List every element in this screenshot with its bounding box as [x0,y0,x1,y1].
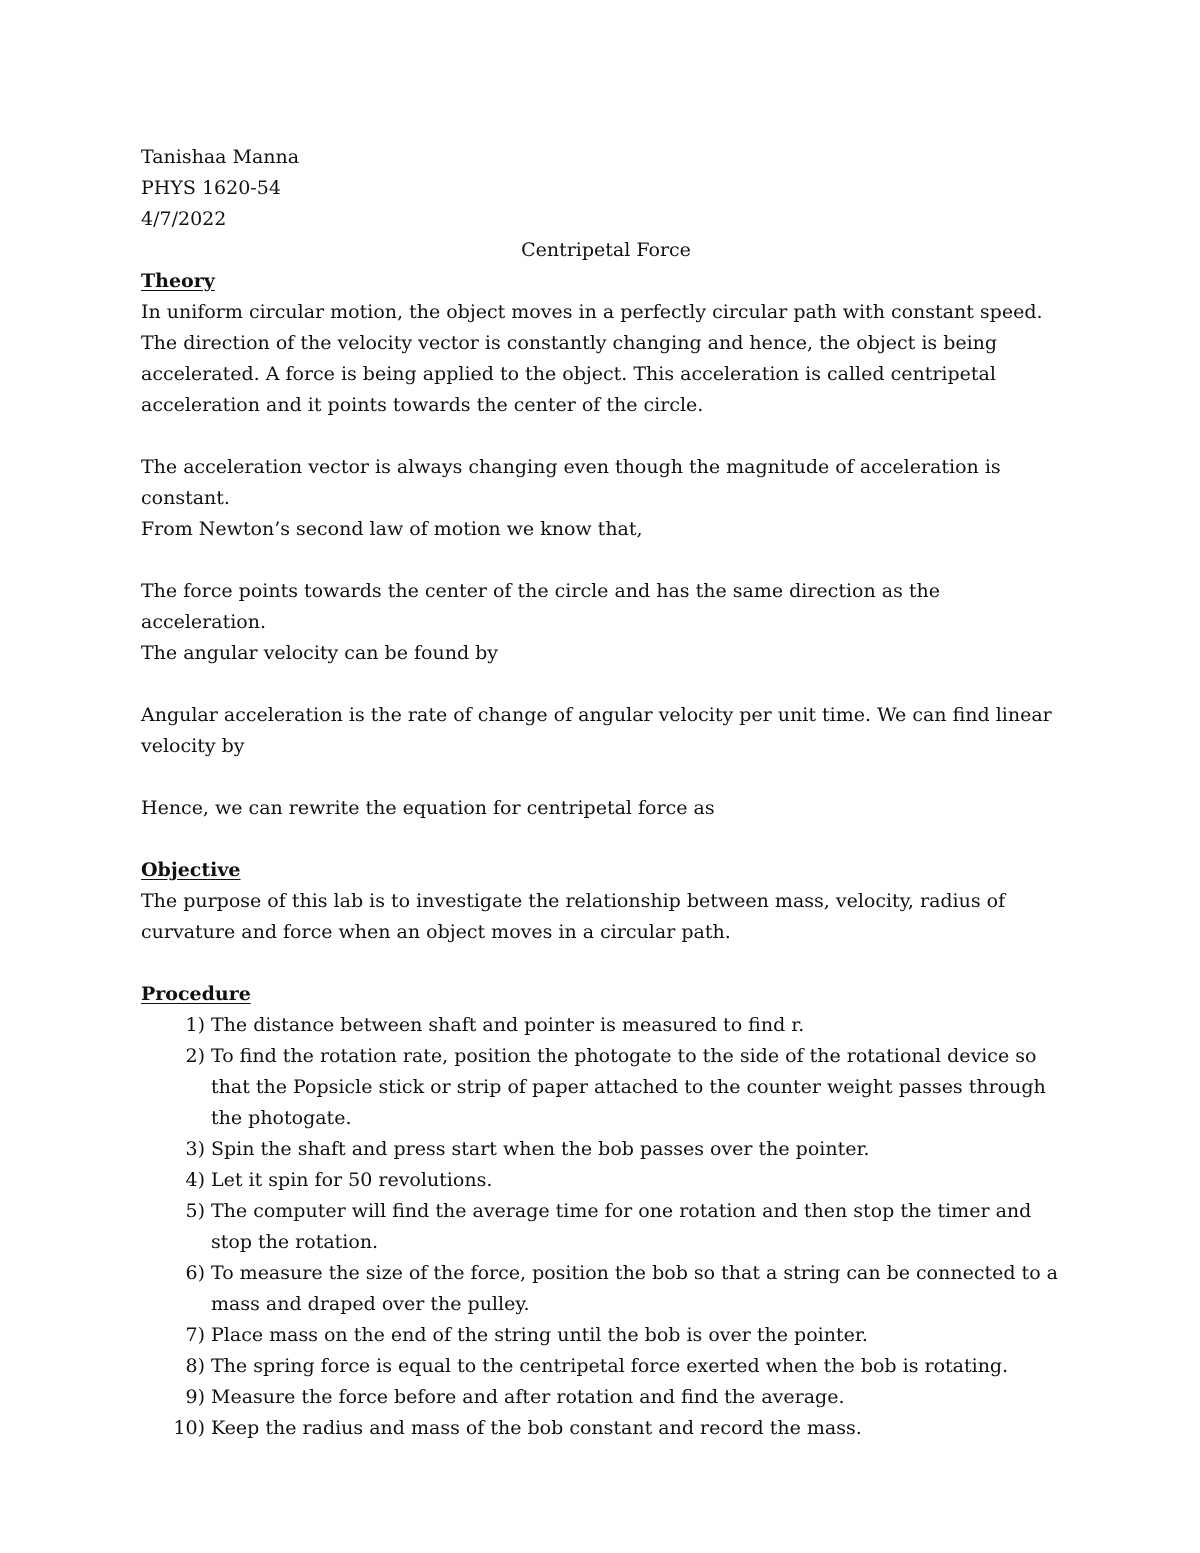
blank-line [141,421,1071,452]
theory-paragraph-7: Hence, we can rewrite the equation for centripetal force as [141,797,715,819]
step-number: 4) [185,1169,205,1191]
procedure-step [141,1351,1071,1382]
step-number: 6) [185,1262,205,1284]
procedure-step [141,1165,1071,1196]
document-date: 4/7/2022 [141,208,227,230]
objective-heading: Objective [141,859,241,881]
course-code: PHYS 1620-54 [141,177,281,199]
step-text: Let it spin for 50 revolutions. [211,1169,493,1191]
step-number: 9) [185,1386,205,1408]
step-number: 7) [185,1324,205,1346]
step-text: To measure the size of the force, position the bob so that a string can be connected to a mass and draped over the pulley. [211,1262,1059,1315]
procedure-step [141,1320,1071,1351]
document-title: Centripetal Force [521,239,691,261]
procedure-heading: Procedure [141,983,251,1005]
procedure-step [141,1258,1071,1320]
theory-paragraph-2: The acceleration vector is always changing even though the magnitude of acceleration is constant. [141,456,1001,509]
step-number: 10) [173,1417,205,1439]
step-text: Spin the shaft and press start when the bob passes over the pointer. [211,1138,870,1160]
step-number: 2) [185,1045,205,1067]
procedure-step [141,1041,1071,1134]
step-text: Keep the radius and mass of the bob constant and record the mass. [211,1417,862,1439]
theory-paragraph-3: From Newton’s second law of motion we know that, [141,518,643,540]
blank-line [141,948,1071,979]
step-text: The distance between shaft and pointer is measured to find r. [211,1014,805,1036]
procedure-list [141,1010,1071,1444]
blank-line [141,545,1071,576]
blank-line [141,824,1071,855]
procedure-step [141,1382,1071,1413]
step-text: The computer will find the average time for one rotation and then stop the timer and stop the rotation. [211,1200,1032,1253]
objective-paragraph: The purpose of this lab is to investigate the relationship between mass, velocity, radius of curvature and force when an object moves in a circular path. [141,890,1006,943]
step-number: 8) [185,1355,205,1377]
step-text: Place mass on the end of the string until the bob is over the pointer. [211,1324,868,1346]
step-number: 1) [185,1014,205,1036]
procedure-step [141,1196,1071,1258]
step-text: To find the rotation rate, position the photogate to the side of the rotational device so that the Popsicle stick or strip of paper attached to the counter weight passes through the photogate. [211,1045,1046,1129]
procedure-step [141,1134,1071,1165]
theory-paragraph-6: Angular acceleration is the rate of change of angular velocity per unit time. We can find linear velocity by [141,704,1052,757]
theory-paragraph-1: In uniform circular motion, the object moves in a perfectly circular path with constant speed. The direction of the velocity vector is constantly changing and hence, the object is being accelerated. A force is being applied to the object. This acceleration is called centripetal acceleration and it points towards the center of the circle. [141,301,1043,416]
theory-heading: Theory [141,270,215,292]
theory-paragraph-5: The angular velocity can be found by [141,642,499,664]
blank-line [141,669,1071,700]
blank-line [141,762,1071,793]
step-number: 5) [185,1200,205,1222]
procedure-step [141,1010,1071,1041]
procedure-step [141,1413,1071,1444]
author-name: Tanishaa Manna [141,146,300,168]
step-text: The spring force is equal to the centripetal force exerted when the bob is rotating. [211,1355,1009,1377]
theory-paragraph-4: The force points towards the center of the circle and has the same direction as the acceleration. [141,580,940,633]
document-page [141,142,1071,1444]
step-text: Measure the force before and after rotation and find the average. [211,1386,845,1408]
step-number: 3) [185,1138,205,1160]
